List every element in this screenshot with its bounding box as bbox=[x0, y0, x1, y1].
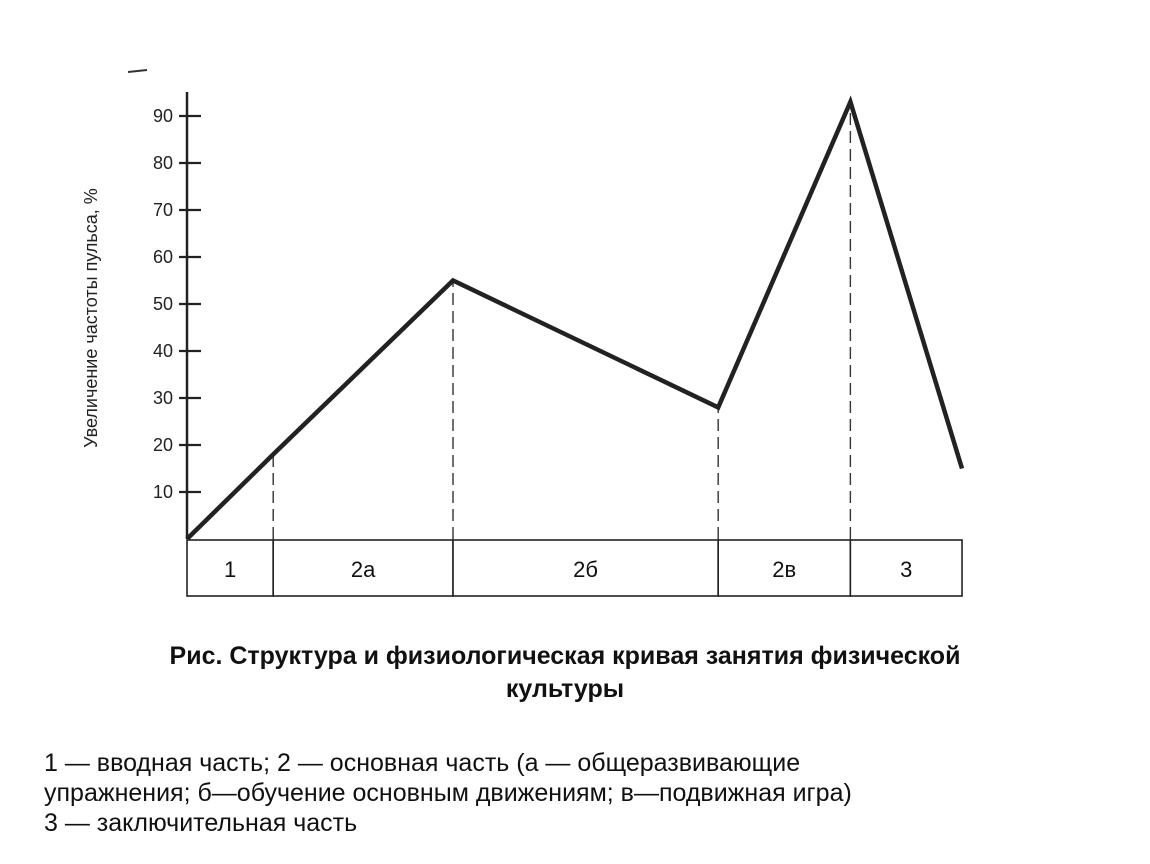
phase-label-4: 2в bbox=[772, 557, 797, 582]
caption-line-2: культуры bbox=[505, 675, 625, 703]
figure-caption bbox=[40, 640, 1090, 706]
y-tick-label-10: 10 bbox=[152, 482, 173, 502]
phase-label-3: 2б bbox=[573, 557, 599, 582]
y-tick-label-50: 50 bbox=[152, 294, 173, 314]
legend-line-2: упражнения; б—обучение основным движениям; в—подвижная игра) bbox=[44, 779, 852, 807]
y-tick-label-20: 20 bbox=[152, 435, 173, 455]
phase-label-5: 3 bbox=[900, 557, 913, 582]
axis-top-mark bbox=[128, 70, 147, 72]
phase-label-1: 1 bbox=[223, 557, 237, 582]
y-tick-label-90: 90 bbox=[152, 106, 173, 126]
legend-line-3: 3 — заключительная часть bbox=[44, 809, 358, 837]
caption-line-1: Рис. Структура и физиологическая кривая занятия физической bbox=[169, 642, 961, 670]
pulse-curve bbox=[187, 102, 962, 539]
legend-line-1: 1 — вводная часть; 2 — основная часть (а — общеразвивающие bbox=[44, 749, 801, 777]
y-tick-label-70: 70 bbox=[152, 200, 173, 220]
phase-label-2: 2а bbox=[350, 557, 376, 582]
y-tick-label-80: 80 bbox=[152, 153, 173, 173]
figure-legend bbox=[44, 748, 1124, 838]
pulse-curve-line bbox=[187, 102, 962, 539]
phase-guide-lines bbox=[273, 102, 850, 539]
y-axis-label: Увеличение частоты пульса, % bbox=[81, 188, 101, 448]
y-tick-label-60: 60 bbox=[152, 247, 173, 267]
y-tick-label-30: 30 bbox=[152, 388, 173, 408]
y-tick-label-40: 40 bbox=[152, 341, 173, 361]
y-axis bbox=[128, 70, 201, 539]
phase-table bbox=[187, 540, 962, 596]
